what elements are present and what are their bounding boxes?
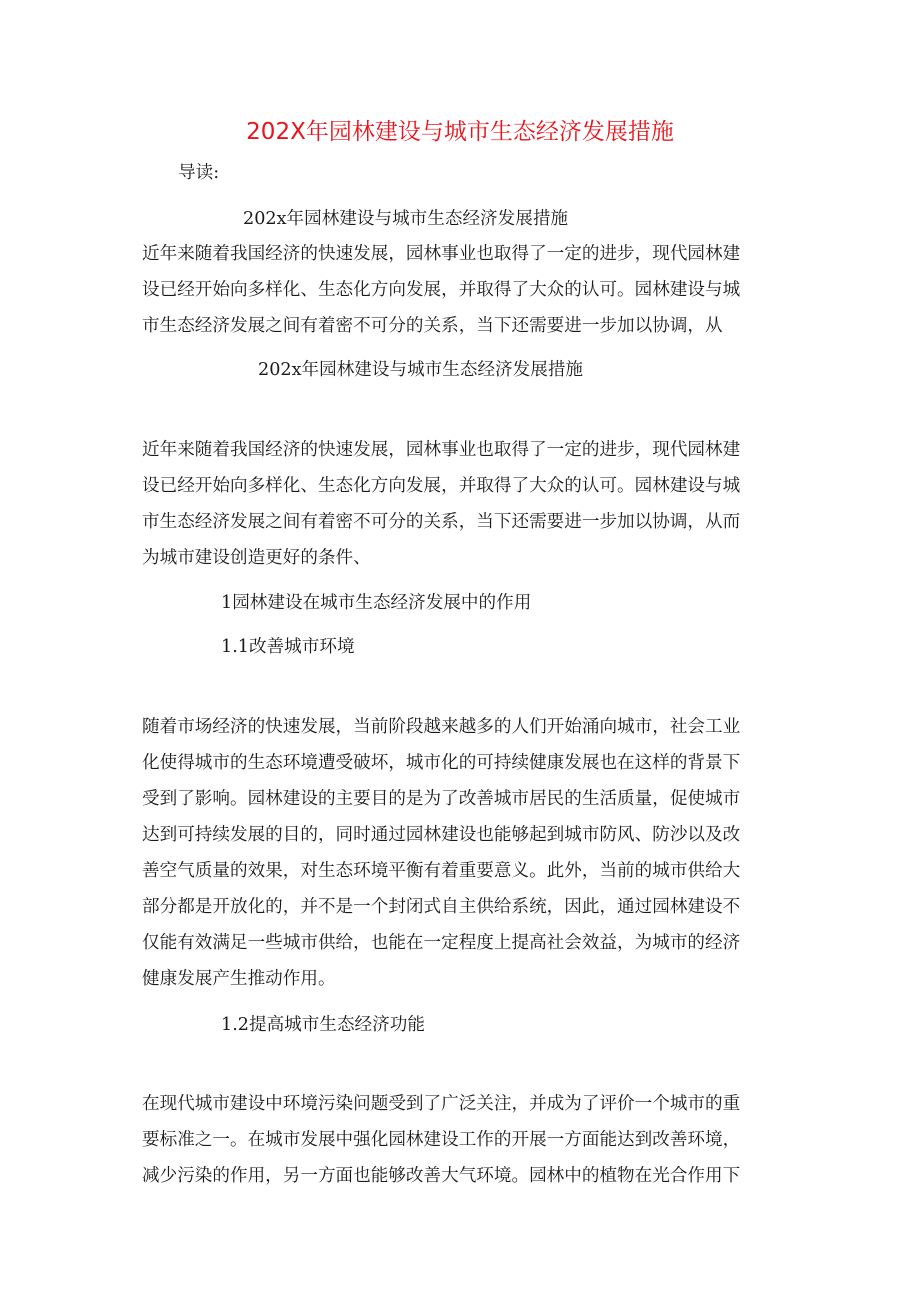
- paragraph2-line: 健康发展产生推动作用。: [142, 969, 336, 989]
- section1-2-heading: 1.2提高城市生态经济功能: [221, 1015, 425, 1035]
- section1-heading: 1园林建设在城市生态经济发展中的作用: [221, 593, 532, 613]
- paragraph2-line: 仅能有效满足一些城市供给，也能在一定程度上提高社会效益，为城市的经济: [142, 933, 741, 953]
- paragraph1-line: 市生态经济发展之间有着密不可分的关系，当下还需要进一步加以协调，从而: [142, 512, 741, 532]
- paragraph2-line: 受到了影响。园林建设的主要目的是为了改善城市居民的生活质量，促使城市: [142, 789, 741, 809]
- paragraph2-line: 化使得城市的生态环境遭受破坏，城市化的可持续健康发展也在这样的背景下: [142, 753, 741, 773]
- paragraph1-line: 近年来随着我国经济的快速发展，园林事业也取得了一定的进步，现代园林建: [142, 440, 741, 460]
- section1-1-heading: 1.1改善城市环境: [221, 637, 355, 657]
- paragraph2-line: 随着市场经济的快速发展，当前阶段越来越多的人们开始涌向城市，社会工业: [142, 717, 741, 737]
- summary-line: 市生态经济发展之间有着密不可分的关系，当下还需要进一步加以协调，从: [142, 316, 723, 336]
- article-heading: 202x年园林建设与城市生态经济发展措施: [258, 360, 584, 380]
- summary-line: 设已经开始向多样化、生态化方向发展，并取得了大众的认可。园林建设与城: [142, 280, 741, 300]
- summary-line: 近年来随着我国经济的快速发展，园林事业也取得了一定的进步，现代园林建: [142, 244, 741, 264]
- intro-label: 导读:: [178, 163, 220, 183]
- summary-heading: 202x年园林建设与城市生态经济发展措施: [243, 209, 569, 229]
- paragraph3-line: 在现代城市建设中环境污染问题受到了广泛关注，并成为了评价一个城市的重: [142, 1094, 741, 1114]
- document-title: 202X年园林建设与城市生态经济发展措施: [246, 119, 674, 145]
- paragraph1-line: 为城市建设创造更好的条件、: [142, 548, 371, 568]
- paragraph2-line: 部分都是开放化的，并不是一个封闭式自主供给系统，因此，通过园林建设不: [142, 897, 741, 917]
- paragraph2-line: 善空气质量的效果，对生态环境平衡有着重要意义。此外，当前的城市供给大: [142, 861, 741, 881]
- paragraph1-line: 设已经开始向多样化、生态化方向发展，并取得了大众的认可。园林建设与城: [142, 476, 741, 496]
- paragraph3-line: 减少污染的作用，另一方面也能够改善大气环境。园林中的植物在光合作用下: [142, 1166, 741, 1186]
- paragraph2-line: 达到可持续发展的目的，同时通过园林建设也能够起到城市防风、防沙以及改: [142, 825, 741, 845]
- paragraph3-line: 要标准之一。在城市发展中强化园林建设工作的开展一方面能达到改善环境，: [142, 1130, 741, 1150]
